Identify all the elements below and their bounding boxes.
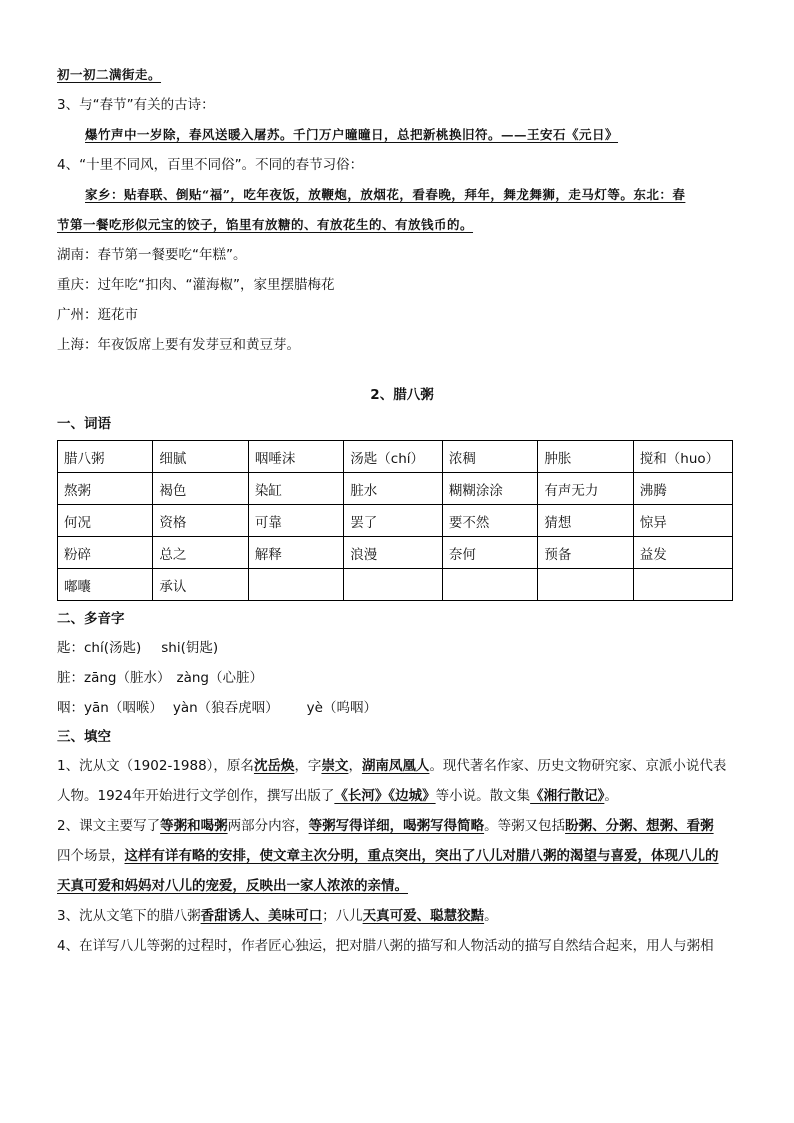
polyphone-zang: [57, 663, 747, 693]
section-fill: 三、填空: [57, 729, 111, 745]
vocab-row: [58, 537, 733, 569]
heading-poem: 3、与“春节”有关的古诗：: [57, 97, 215, 113]
polyphone-chi-b: shi(钥匙): [161, 640, 219, 656]
customs-line-2: 节第一餐吃形似元宝的饺子，馅里有放糖的、有放花生的、有放钱币的。: [57, 217, 474, 232]
vocab-table: [57, 440, 733, 601]
polyphone-yan-c: yè（呜咽）: [306, 700, 377, 716]
polyphone-yan-a: 咽：yān（咽喉）: [57, 700, 163, 716]
fill-item-4: 4、在详写八儿等粥的过程时，作者匠心独运，把对腊八粥的描写和人物活动的描写自然结合起来，用人与粥相: [57, 938, 714, 954]
document-page: [57, 60, 747, 961]
section-polyphones: 二、多音字: [57, 611, 125, 627]
vocab-cell: [538, 569, 633, 601]
festival-line: 初一初二满街走。: [57, 67, 162, 82]
polyphone-yan-b: yàn（狼吞虎咽）: [172, 700, 279, 716]
custom-guangzhou: 广州：逛花市: [57, 307, 138, 323]
vocab-cell: 咽唾沫: [248, 441, 343, 473]
vocab-cell: 何况: [58, 505, 153, 537]
vocab-row: [58, 473, 733, 505]
vocab-row: [58, 569, 733, 601]
vocab-cell: 浪漫: [344, 537, 443, 569]
vocab-cell: 总之: [153, 537, 248, 569]
polyphone-chi-a: 匙：chí(汤匙): [57, 640, 142, 656]
polyphone-zang-a: 脏：zāng（脏水）: [57, 670, 171, 686]
vocab-cell: 可靠: [248, 505, 343, 537]
vocab-cell: 猜想: [538, 505, 633, 537]
customs-line-1: 家乡：贴春联、倒贴“福”，吃年夜饭，放鞭炮，放烟花，看春晚，拜年，舞龙舞狮，走马灯等。东北：春: [85, 187, 686, 202]
section-vocab: 一、词语: [57, 416, 111, 432]
heading-customs: 4、“十里不同风，百里不同俗”。不同的春节习俗：: [57, 157, 364, 173]
vocab-cell: 粉碎: [58, 537, 153, 569]
vocab-cell: 褐色: [153, 473, 248, 505]
vocab-cell: 惊异: [633, 505, 732, 537]
vocab-cell: 罢了: [344, 505, 443, 537]
vocab-row: [58, 441, 733, 473]
vocab-cell: 奈何: [442, 537, 537, 569]
vocab-cell: 熬粥: [58, 473, 153, 505]
vocab-cell: 腊八粥: [58, 441, 153, 473]
custom-shanghai: 上海：年夜饭席上要有发芽豆和黄豆芽。: [57, 337, 300, 353]
vocab-cell: 肿胀: [538, 441, 633, 473]
fill-item-3: 3、沈从文笔下的腊八粥香甜诱人、美味可口；八儿天真可爱、聪慧狡黠。: [57, 908, 498, 924]
vocab-cell: 沸腾: [633, 473, 732, 505]
vocab-cell: 糊糊涂涂: [442, 473, 537, 505]
vocab-cell: 解释: [248, 537, 343, 569]
fill-item-1: 1、沈从文（1902-1988），原名沈岳焕，字崇文，湖南凤凰人。现代著名作家、历史文物研究家、京派小说代表 人物。1924年开始进行文学创作，撰写出版了《长河》《边城》等小说。散文集《湘行散记》。: [57, 758, 727, 804]
vocab-cell: 染缸: [248, 473, 343, 505]
poem-text: 爆竹声中一岁除，春风送暖入屠苏。千门万户曈曈日，总把新桃换旧符。——王安石《元日》: [85, 127, 619, 142]
custom-chongqing: 重庆：过年吃“扣肉、“灌海椒”，家里摆腊梅花: [57, 277, 335, 293]
vocab-cell: 有声无力: [538, 473, 633, 505]
vocab-cell: [442, 569, 537, 601]
vocab-cell: 要不然: [442, 505, 537, 537]
vocab-row: [58, 505, 733, 537]
vocab-cell: 益发: [633, 537, 732, 569]
vocab-cell: 嘟囔: [58, 569, 153, 601]
vocab-cell: 承认: [153, 569, 248, 601]
custom-hunan: 湖南：春节第一餐要吃“年糕”。: [57, 247, 247, 263]
polyphone-chi: [57, 633, 747, 663]
fill-item-2: 2、课文主要写了等粥和喝粥两部分内容，等粥写得详细，喝粥写得简略。等粥又包括盼粥、分粥、想粥、看粥 四个场景，这样有详有略的安排，使文章主次分明，重点突出，突出了八儿对腊八粥的渴望与喜爱，体现八儿的 天真可爱和妈妈对八儿的宠爱，反映出一家人浓浓的亲情。: [57, 818, 719, 894]
vocab-cell: 预备: [538, 537, 633, 569]
vocab-cell: 汤匙（chí）: [344, 441, 443, 473]
polyphone-yan: [57, 693, 747, 723]
vocab-cell: 资格: [153, 505, 248, 537]
vocab-cell: [248, 569, 343, 601]
vocab-cell: 细腻: [153, 441, 248, 473]
vocab-cell: 搅和（huo）: [633, 441, 732, 473]
vocab-cell: 浓稠: [442, 441, 537, 473]
vocab-cell: [344, 569, 443, 601]
polyphone-zang-b: zàng（心脏）: [176, 670, 263, 686]
vocab-cell: 脏水: [344, 473, 443, 505]
lesson-title: 2、腊八粥: [370, 387, 434, 403]
vocab-cell: [633, 569, 732, 601]
